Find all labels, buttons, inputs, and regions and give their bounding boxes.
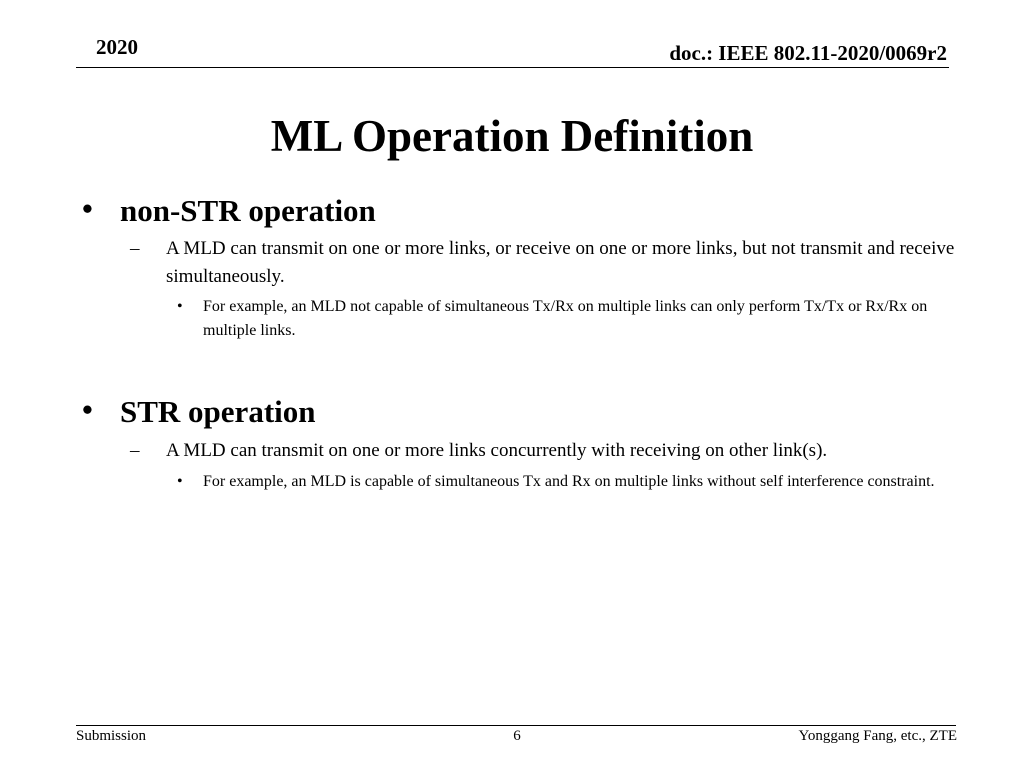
str-example-text: For example, an MLD is capable of simultaneous Tx and Rx on multiple links without self interference constraint. [203, 473, 935, 490]
bullet-icon: • [82, 392, 93, 427]
footer-author: Yonggang Fang, etc., ZTE [798, 728, 957, 744]
header-year: 2020 [96, 35, 138, 59]
footer-submission: Submission [76, 728, 147, 744]
slide-title: ML Operation Definition [270, 111, 754, 161]
bullet-icon: • [177, 298, 183, 315]
str-example [177, 470, 973, 494]
header-doc-id: doc.: IEEE 802.11-2020/0069r2 [669, 41, 947, 65]
non-str-description-text: A MLD can transmit on one or more links, or receive on one or more links, but not transmit and receive simultaneously. [166, 238, 955, 287]
header-divider [76, 67, 949, 68]
bullet-non-str-heading [82, 191, 376, 228]
non-str-heading-text: non-STR operation [120, 193, 376, 228]
str-description [130, 437, 966, 465]
footer-page-number: 6 [513, 728, 521, 744]
bullet-str-heading [82, 392, 316, 429]
footer-divider [76, 725, 956, 726]
dash-marker: – [130, 238, 140, 259]
non-str-description [130, 235, 966, 291]
bullet-icon: • [82, 191, 93, 226]
str-heading-text: STR operation [120, 394, 316, 429]
dash-marker: – [130, 440, 140, 461]
bullet-icon: • [177, 473, 183, 490]
non-str-example [177, 295, 973, 343]
str-description-text: A MLD can transmit on one or more links concurrently with receiving on other link(s). [166, 440, 828, 461]
non-str-example-text: For example, an MLD not capable of simultaneous Tx/Rx on multiple links can only perform Tx/Tx or Rx/Rx on multiple links. [203, 298, 928, 339]
